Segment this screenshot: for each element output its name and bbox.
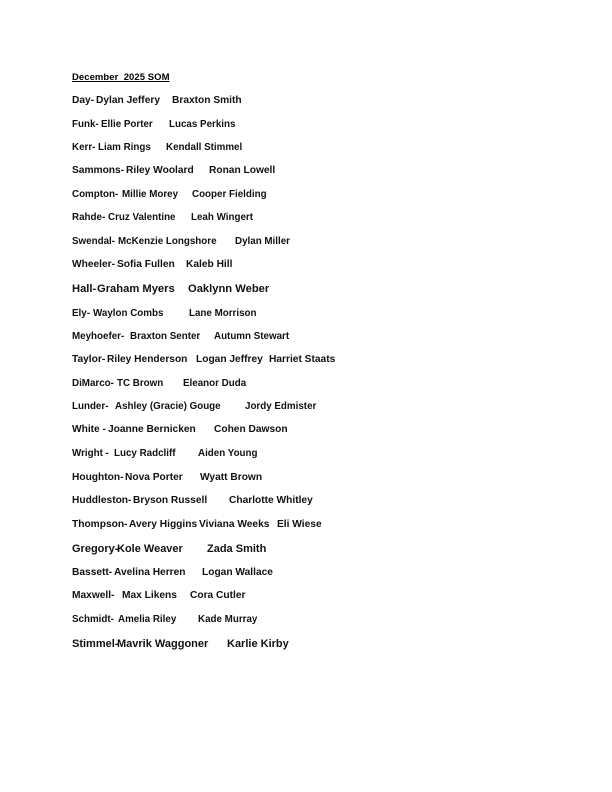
student-name: Liam Rings xyxy=(98,142,151,153)
teacher-name: Taylor- xyxy=(72,354,106,365)
student-name: Autumn Stewart xyxy=(214,331,290,342)
student-name: Avery Higgins xyxy=(129,519,198,530)
student-name: McKenzie Longshore xyxy=(118,236,217,247)
student-name: Riley Woolard xyxy=(126,165,194,176)
student-name: Harriet Staats xyxy=(269,354,336,365)
student-name: Wyatt Brown xyxy=(200,472,263,483)
teacher-name: Wheeler- xyxy=(72,259,116,270)
student-name: Leah Wingert xyxy=(191,212,253,223)
teacher-name: Gregory- xyxy=(72,543,119,555)
student-name: Ellie Porter xyxy=(101,119,153,130)
student-name: Nova Porter xyxy=(125,472,183,483)
student-name: Bryson Russell xyxy=(133,495,208,506)
teacher-name: Sammons- xyxy=(72,165,125,176)
student-name: Eli Wiese xyxy=(277,519,322,530)
student-name: Ashley (Gracie) Gouge xyxy=(115,401,221,412)
student-name: Cooper Fielding xyxy=(192,189,267,200)
student-name: Dylan Miller xyxy=(235,236,290,247)
teacher-name: Hall- xyxy=(72,283,97,295)
teacher-name: Huddleston- xyxy=(72,495,132,506)
student-name: Waylon Combs xyxy=(93,308,164,319)
student-name: Amelia Riley xyxy=(118,614,177,625)
student-name: Cora Cutler xyxy=(190,590,246,601)
student-name: Ronan Lowell xyxy=(209,165,276,176)
student-name: Zada Smith xyxy=(207,543,267,555)
student-name: Mavrik Waggoner xyxy=(117,638,209,650)
teacher-name: DiMarco- xyxy=(72,378,114,389)
student-name: Graham Myers xyxy=(97,283,175,295)
student-name: Braxton Smith xyxy=(172,95,242,106)
teacher-name: Houghton- xyxy=(72,472,124,483)
student-name: Cohen Dawson xyxy=(214,424,288,435)
teacher-name: Ely- xyxy=(72,308,90,319)
teacher-name: White - xyxy=(72,424,106,435)
student-name: Kendall Stimmel xyxy=(166,142,243,153)
student-name: Millie Morey xyxy=(122,189,179,200)
teacher-name: Meyhoefer- xyxy=(72,331,125,342)
teacher-name: Lunder- xyxy=(72,401,109,412)
student-name: Riley Henderson xyxy=(107,354,188,365)
student-name: Joanne Bernicken xyxy=(108,424,196,435)
teacher-name: Compton- xyxy=(72,189,119,200)
student-name: Sofia Fullen xyxy=(117,259,175,270)
student-name: Dylan Jeffery xyxy=(96,95,160,106)
student-name: Logan Jeffrey xyxy=(196,354,263,365)
student-name: Viviana Weeks xyxy=(199,519,270,530)
teacher-name: Wright - xyxy=(72,448,109,459)
student-name: Jordy Edmister xyxy=(245,401,317,412)
student-name: Avelina Herren xyxy=(114,567,186,578)
teacher-name: Rahde- xyxy=(72,212,106,223)
teacher-name: Maxwell- xyxy=(72,590,115,601)
student-name: Lucy Radcliff xyxy=(114,448,176,459)
teacher-name: Thompson- xyxy=(72,519,128,530)
document-title: December 2025 SOM xyxy=(72,72,170,83)
student-name: Kaleb Hill xyxy=(186,259,233,270)
teacher-name: Day- xyxy=(72,95,95,106)
student-name: Oaklynn Weber xyxy=(188,283,270,295)
student-name: Cruz Valentine xyxy=(108,212,176,223)
student-name: Kole Weaver xyxy=(117,543,183,555)
student-name: Lane Morrison xyxy=(189,308,257,319)
teacher-name: Swendal- xyxy=(72,236,116,247)
student-name: Aiden Young xyxy=(198,448,258,459)
teacher-name: Schmidt- xyxy=(72,614,114,625)
teacher-name: Stimmel- xyxy=(72,638,119,650)
teacher-name: Kerr- xyxy=(72,142,96,153)
student-name: Braxton Senter xyxy=(130,331,201,342)
student-name: Karlie Kirby xyxy=(227,638,289,650)
student-name: Lucas Perkins xyxy=(169,119,236,130)
student-name: Logan Wallace xyxy=(202,567,273,578)
student-name: TC Brown xyxy=(117,378,164,389)
student-name: Charlotte Whitley xyxy=(229,495,313,506)
student-name: Max Likens xyxy=(122,590,177,601)
student-name: Eleanor Duda xyxy=(183,378,247,389)
student-name: Kade Murray xyxy=(198,614,258,625)
teacher-name: Bassett- xyxy=(72,567,113,578)
teacher-name: Funk- xyxy=(72,119,99,130)
